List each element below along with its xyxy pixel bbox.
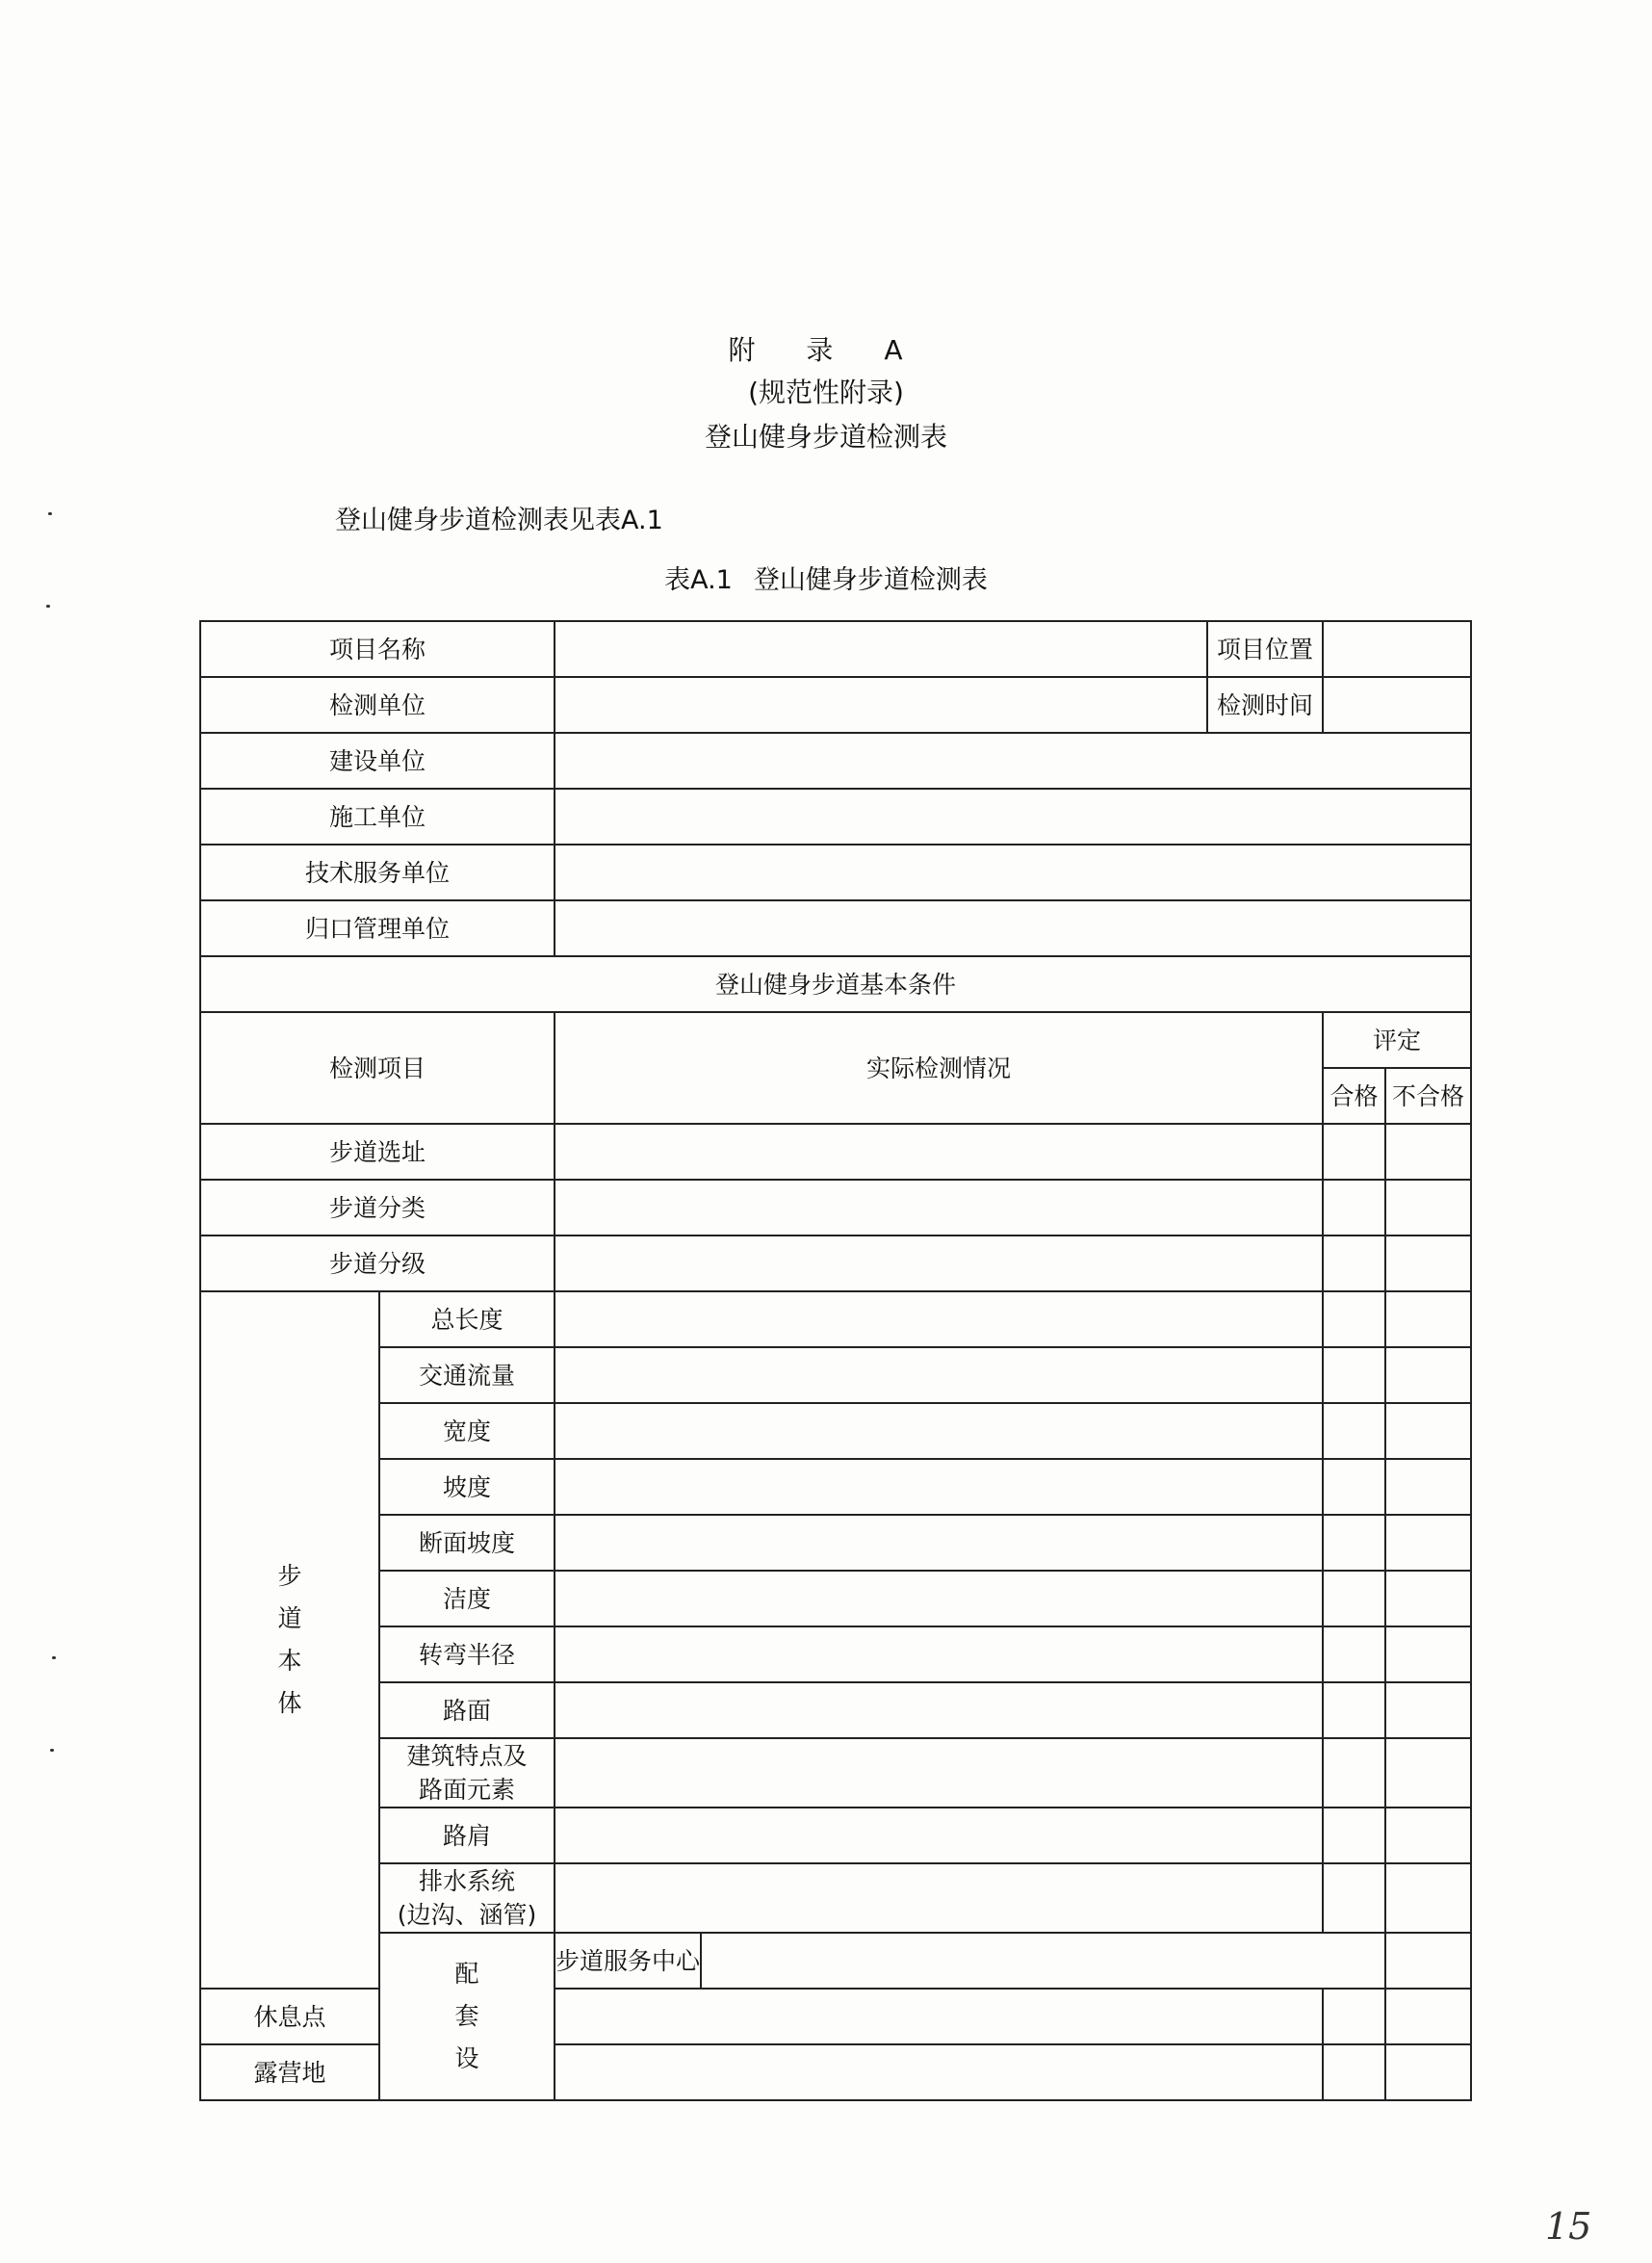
table-row [200,677,1471,733]
pass-field[interactable] [1385,1933,1471,1989]
column-header-fail: 不合格 [1385,1068,1471,1124]
actual-field[interactable] [555,1682,1323,1738]
item-label: 路肩 [379,1808,555,1863]
table-row [200,1180,1471,1236]
appendix-title: 登山健身步道检测表 [704,421,947,453]
column-header-actual: 实际检测情况 [555,1012,1323,1124]
inspection-time-field[interactable] [1323,677,1471,733]
actual-field[interactable] [555,1124,1323,1180]
pass-field[interactable] [1323,1989,1385,2044]
inspection-unit-field[interactable] [555,677,1207,733]
fail-field[interactable] [1385,1236,1471,1291]
actual-field[interactable] [555,1180,1323,1236]
table-row [200,733,1471,789]
page-number: 15 [1545,2205,1592,2248]
item-label: 步道选址 [200,1124,555,1180]
fail-field[interactable] [1385,1682,1471,1738]
item-label: 断面坡度 [379,1515,555,1571]
project-name-field[interactable] [555,621,1207,677]
group-label-facilities: 配 套 设 [379,1933,555,2100]
pass-field[interactable] [1323,1236,1385,1291]
fail-field[interactable] [1385,1808,1471,1863]
actual-field[interactable] [555,1989,1323,2044]
table-row [200,789,1471,845]
actual-field[interactable] [555,1403,1323,1459]
pass-field[interactable] [1323,1738,1385,1808]
column-header-rating: 评定 [1323,1012,1471,1068]
table-number: 表A.1 [664,565,733,595]
label-cell: 技术服务单位 [200,845,555,900]
pass-field[interactable] [1323,1515,1385,1571]
actual-field[interactable] [555,1347,1323,1403]
item-label: 转弯半径 [379,1626,555,1682]
label-cell: 检测时间 [1207,677,1323,733]
item-label: 总长度 [379,1291,555,1347]
pass-field[interactable] [1323,1291,1385,1347]
column-header-pass: 合格 [1323,1068,1385,1124]
fail-field[interactable] [1385,1626,1471,1682]
inspection-table [199,620,1472,2101]
table-row [200,1347,1471,1403]
item-label: 步道分类 [200,1180,555,1236]
construction-unit-field[interactable] [555,733,1471,789]
table-row [200,1012,1471,1068]
table-title: 登山健身步道检测表 [753,565,988,595]
label-cell: 项目位置 [1207,621,1323,677]
table-row [200,1459,1471,1515]
group-label-trail-body: 步 道 本 体 [200,1291,379,1989]
fail-field[interactable] [1385,1347,1471,1403]
section-title: 登山健身步道基本条件 [200,956,1471,1012]
management-unit-field[interactable] [555,900,1471,956]
pass-field[interactable] [1323,1626,1385,1682]
actual-field[interactable] [555,1236,1323,1291]
item-label: 排水系统 (边沟、涵管) [379,1863,555,1933]
intro-text: 登山健身步道检测表见表A.1 [335,506,663,535]
tech-service-unit-field[interactable] [555,845,1471,900]
table-row [200,1863,1471,1933]
fail-field[interactable] [1385,1459,1471,1515]
scan-speck [46,605,50,608]
pass-field[interactable] [1323,1347,1385,1403]
fail-field[interactable] [1385,1571,1471,1626]
table-row [200,1236,1471,1291]
table-row [200,1808,1471,1863]
pass-field[interactable] [1323,1863,1385,1933]
table-row [200,900,1471,956]
item-label: 露营地 [200,2044,379,2100]
appendix-heading: 附 录 A [728,334,924,366]
fail-field[interactable] [1385,1180,1471,1236]
appendix-type: (规范性附录) [748,377,904,408]
pass-field[interactable] [1323,1403,1385,1459]
pass-field[interactable] [1323,1808,1385,1863]
pass-field[interactable] [1323,1180,1385,1236]
table-row [200,1682,1471,1738]
pass-field[interactable] [1323,2044,1385,2100]
actual-field[interactable] [555,2044,1323,2100]
pass-field[interactable] [1323,1571,1385,1626]
table-row [200,1738,1471,1808]
table-row [200,621,1471,677]
actual-field[interactable] [555,1571,1323,1626]
item-label: 步道服务中心 [555,1933,701,1989]
label-cell: 施工单位 [200,789,555,845]
label-cell: 检测单位 [200,677,555,733]
scan-speck [50,1749,54,1752]
fail-field[interactable] [1385,1863,1471,1933]
table-row [200,1515,1471,1571]
table-row [200,1933,1471,1989]
builder-unit-field[interactable] [555,789,1471,845]
project-location-field[interactable] [1323,621,1471,677]
fail-field[interactable] [1385,2044,1471,2100]
column-header-item: 检测项目 [200,1012,555,1124]
table-row [200,1403,1471,1459]
fail-field[interactable] [1385,1515,1471,1571]
table-row [200,1626,1471,1682]
item-label: 休息点 [200,1989,379,2044]
pass-field[interactable] [1323,1682,1385,1738]
pass-field[interactable] [1323,1459,1385,1515]
actual-field[interactable] [555,1515,1323,1571]
scan-speck [52,1656,56,1659]
fail-field[interactable] [1385,1403,1471,1459]
actual-field[interactable] [555,1808,1323,1863]
table-caption [0,559,1652,596]
item-label: 交通流量 [379,1347,555,1403]
label-cell: 项目名称 [200,621,555,677]
actual-field[interactable] [701,1933,1385,1989]
actual-field[interactable] [555,1738,1323,1808]
item-label: 宽度 [379,1403,555,1459]
fail-field[interactable] [1385,1738,1471,1808]
table-row [200,1571,1471,1626]
pass-field[interactable] [1323,1124,1385,1180]
fail-field[interactable] [1385,1989,1471,2044]
table-row [200,1291,1471,1347]
label-cell: 建设单位 [200,733,555,789]
fail-field[interactable] [1385,1124,1471,1180]
actual-field[interactable] [555,1291,1323,1347]
item-label: 路面 [379,1682,555,1738]
actual-field[interactable] [555,1459,1323,1515]
item-label: 步道分级 [200,1236,555,1291]
table-row [200,845,1471,900]
table-row [200,956,1471,1012]
actual-field[interactable] [555,1626,1323,1682]
table-row [200,1124,1471,1180]
item-label: 坡度 [379,1459,555,1515]
scan-speck [48,512,52,515]
item-label: 洁度 [379,1571,555,1626]
fail-field[interactable] [1385,1291,1471,1347]
label-cell: 归口管理单位 [200,900,555,956]
item-label: 建筑特点及 路面元素 [379,1738,555,1808]
actual-field[interactable] [555,1863,1323,1933]
